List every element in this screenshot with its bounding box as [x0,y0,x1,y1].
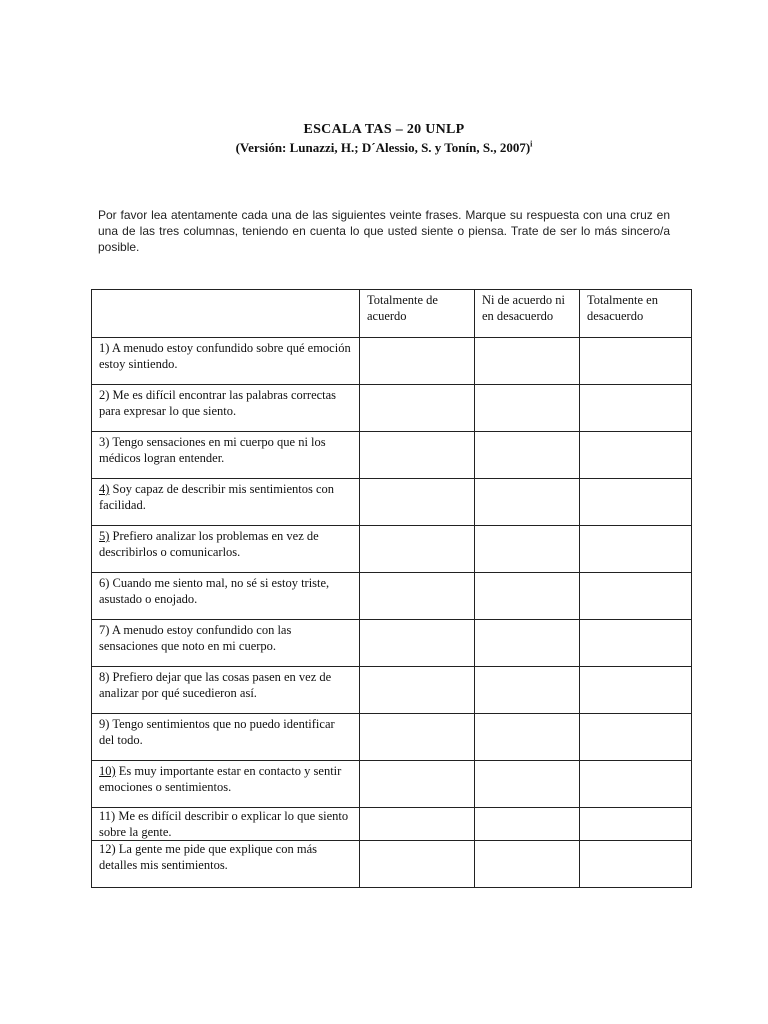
header-blank-cell [92,290,360,338]
answer-cell-agree[interactable] [360,761,475,808]
answer-cell-agree[interactable] [360,338,475,385]
answer-cell-agree[interactable] [360,385,475,432]
answer-cell-disagree[interactable] [580,667,692,714]
answer-cell-agree[interactable] [360,526,475,573]
item-text-cell [92,841,360,888]
table-row [92,526,692,573]
item-text: Tengo sentimientos que no puedo identificar del todo. [99,717,335,747]
item-text-cell [92,432,360,479]
table-row [92,808,692,841]
item-text: A menudo estoy confundido sobre qué emoción estoy sintiendo. [99,341,351,371]
table-header-row [92,290,692,338]
item-text-cell [92,385,360,432]
table-row [92,479,692,526]
answer-cell-agree[interactable] [360,667,475,714]
document-title: ESCALA TAS – 20 UNLP [303,122,465,137]
footnote-marker: i [530,139,533,149]
answer-cell-neutral[interactable] [475,761,580,808]
document-header [0,121,768,157]
table-row [92,385,692,432]
answer-cell-disagree[interactable] [580,841,692,888]
item-text-cell [92,338,360,385]
table-row [92,432,692,479]
table-row [92,667,692,714]
item-number: 10) [99,764,116,778]
item-number: 2) [99,388,110,402]
table-row [92,714,692,761]
item-number: 9) [99,717,110,731]
answer-cell-neutral[interactable] [475,667,580,714]
item-text: Prefiero dejar que las cosas pasen en vez de analizar por qué sucedieron así. [99,670,332,700]
table-row [92,620,692,667]
item-number: 8) [99,670,110,684]
answer-cell-agree[interactable] [360,841,475,888]
item-number: 4) [99,482,110,496]
answer-cell-disagree[interactable] [580,620,692,667]
subtitle-text: (Versión: Lunazzi, H.; D´Alessio, S. y Tonín, S., 2007) [235,140,531,155]
answer-cell-disagree[interactable] [580,761,692,808]
answer-cell-neutral[interactable] [475,714,580,761]
item-number: 11) [99,809,116,823]
item-text: Es muy importante estar en contacto y sentir emociones o sentimientos. [99,764,342,794]
column-header-neutral: Ni de acuerdo ni en desacuerdo [475,290,580,338]
column-header-disagree: Totalmente en desacuerdo [580,290,692,338]
item-text-cell [92,526,360,573]
item-text: Prefiero analizar los problemas en vez de describirlos o comunicarlos. [99,529,319,559]
answer-cell-neutral[interactable] [475,620,580,667]
answer-cell-agree[interactable] [360,714,475,761]
answer-cell-neutral[interactable] [475,526,580,573]
answer-cell-neutral[interactable] [475,841,580,888]
item-text: Tengo sensaciones en mi cuerpo que ni los médicos logran entender. [99,435,326,465]
answer-cell-disagree[interactable] [580,573,692,620]
item-number: 7) [99,623,110,637]
response-table [91,289,692,888]
answer-cell-disagree[interactable] [580,338,692,385]
answer-cell-neutral[interactable] [475,573,580,620]
item-number: 5) [99,529,110,543]
answer-cell-disagree[interactable] [580,714,692,761]
item-number: 3) [99,435,110,449]
table-row [92,338,692,385]
answer-cell-agree[interactable] [360,620,475,667]
instructions-paragraph: Por favor lea atentamente cada una de las siguientes veinte frases. Marque su respuesta con una cruz en una de las tres columnas, teniendo en cuenta lo que usted siente o piensa. Trate de ser lo más sincero/a posible. [98,208,670,254]
answer-cell-disagree[interactable] [580,526,692,573]
answer-cell-agree[interactable] [360,432,475,479]
table-row [92,841,692,888]
answer-cell-agree[interactable] [360,808,475,841]
item-text: Cuando me siento mal, no sé si estoy triste, asustado o enojado. [99,576,330,606]
answer-cell-disagree[interactable] [580,385,692,432]
item-text: Me es difícil describir o explicar lo que siento sobre la gente. [99,809,349,839]
answer-cell-neutral[interactable] [475,479,580,526]
answer-cell-neutral[interactable] [475,432,580,479]
column-header-agree: Totalmente de acuerdo [360,290,475,338]
answer-cell-neutral[interactable] [475,338,580,385]
answer-cell-neutral[interactable] [475,808,580,841]
answer-cell-agree[interactable] [360,479,475,526]
item-text-cell [92,761,360,808]
answer-cell-agree[interactable] [360,573,475,620]
answer-cell-disagree[interactable] [580,432,692,479]
item-number: 1) [99,341,110,355]
table-row [92,573,692,620]
item-text-cell [92,479,360,526]
item-text-cell [92,620,360,667]
item-text: Soy capaz de describir mis sentimientos con facilidad. [99,482,335,512]
item-text-cell [92,714,360,761]
answer-cell-neutral[interactable] [475,385,580,432]
item-number: 6) [99,576,110,590]
answer-cell-disagree[interactable] [580,808,692,841]
item-text: A menudo estoy confundido con las sensaciones que noto en mi cuerpo. [99,623,292,653]
item-number: 12) [99,842,116,856]
item-text: La gente me pide que explique con más detalles mis sentimientos. [99,842,317,872]
answer-cell-disagree[interactable] [580,479,692,526]
document-subtitle [0,139,768,157]
item-text: Me es difícil encontrar las palabras correctas para expresar lo que siento. [99,388,337,418]
item-text-cell [92,573,360,620]
item-text-cell [92,808,360,841]
table-row [92,761,692,808]
item-text-cell [92,667,360,714]
